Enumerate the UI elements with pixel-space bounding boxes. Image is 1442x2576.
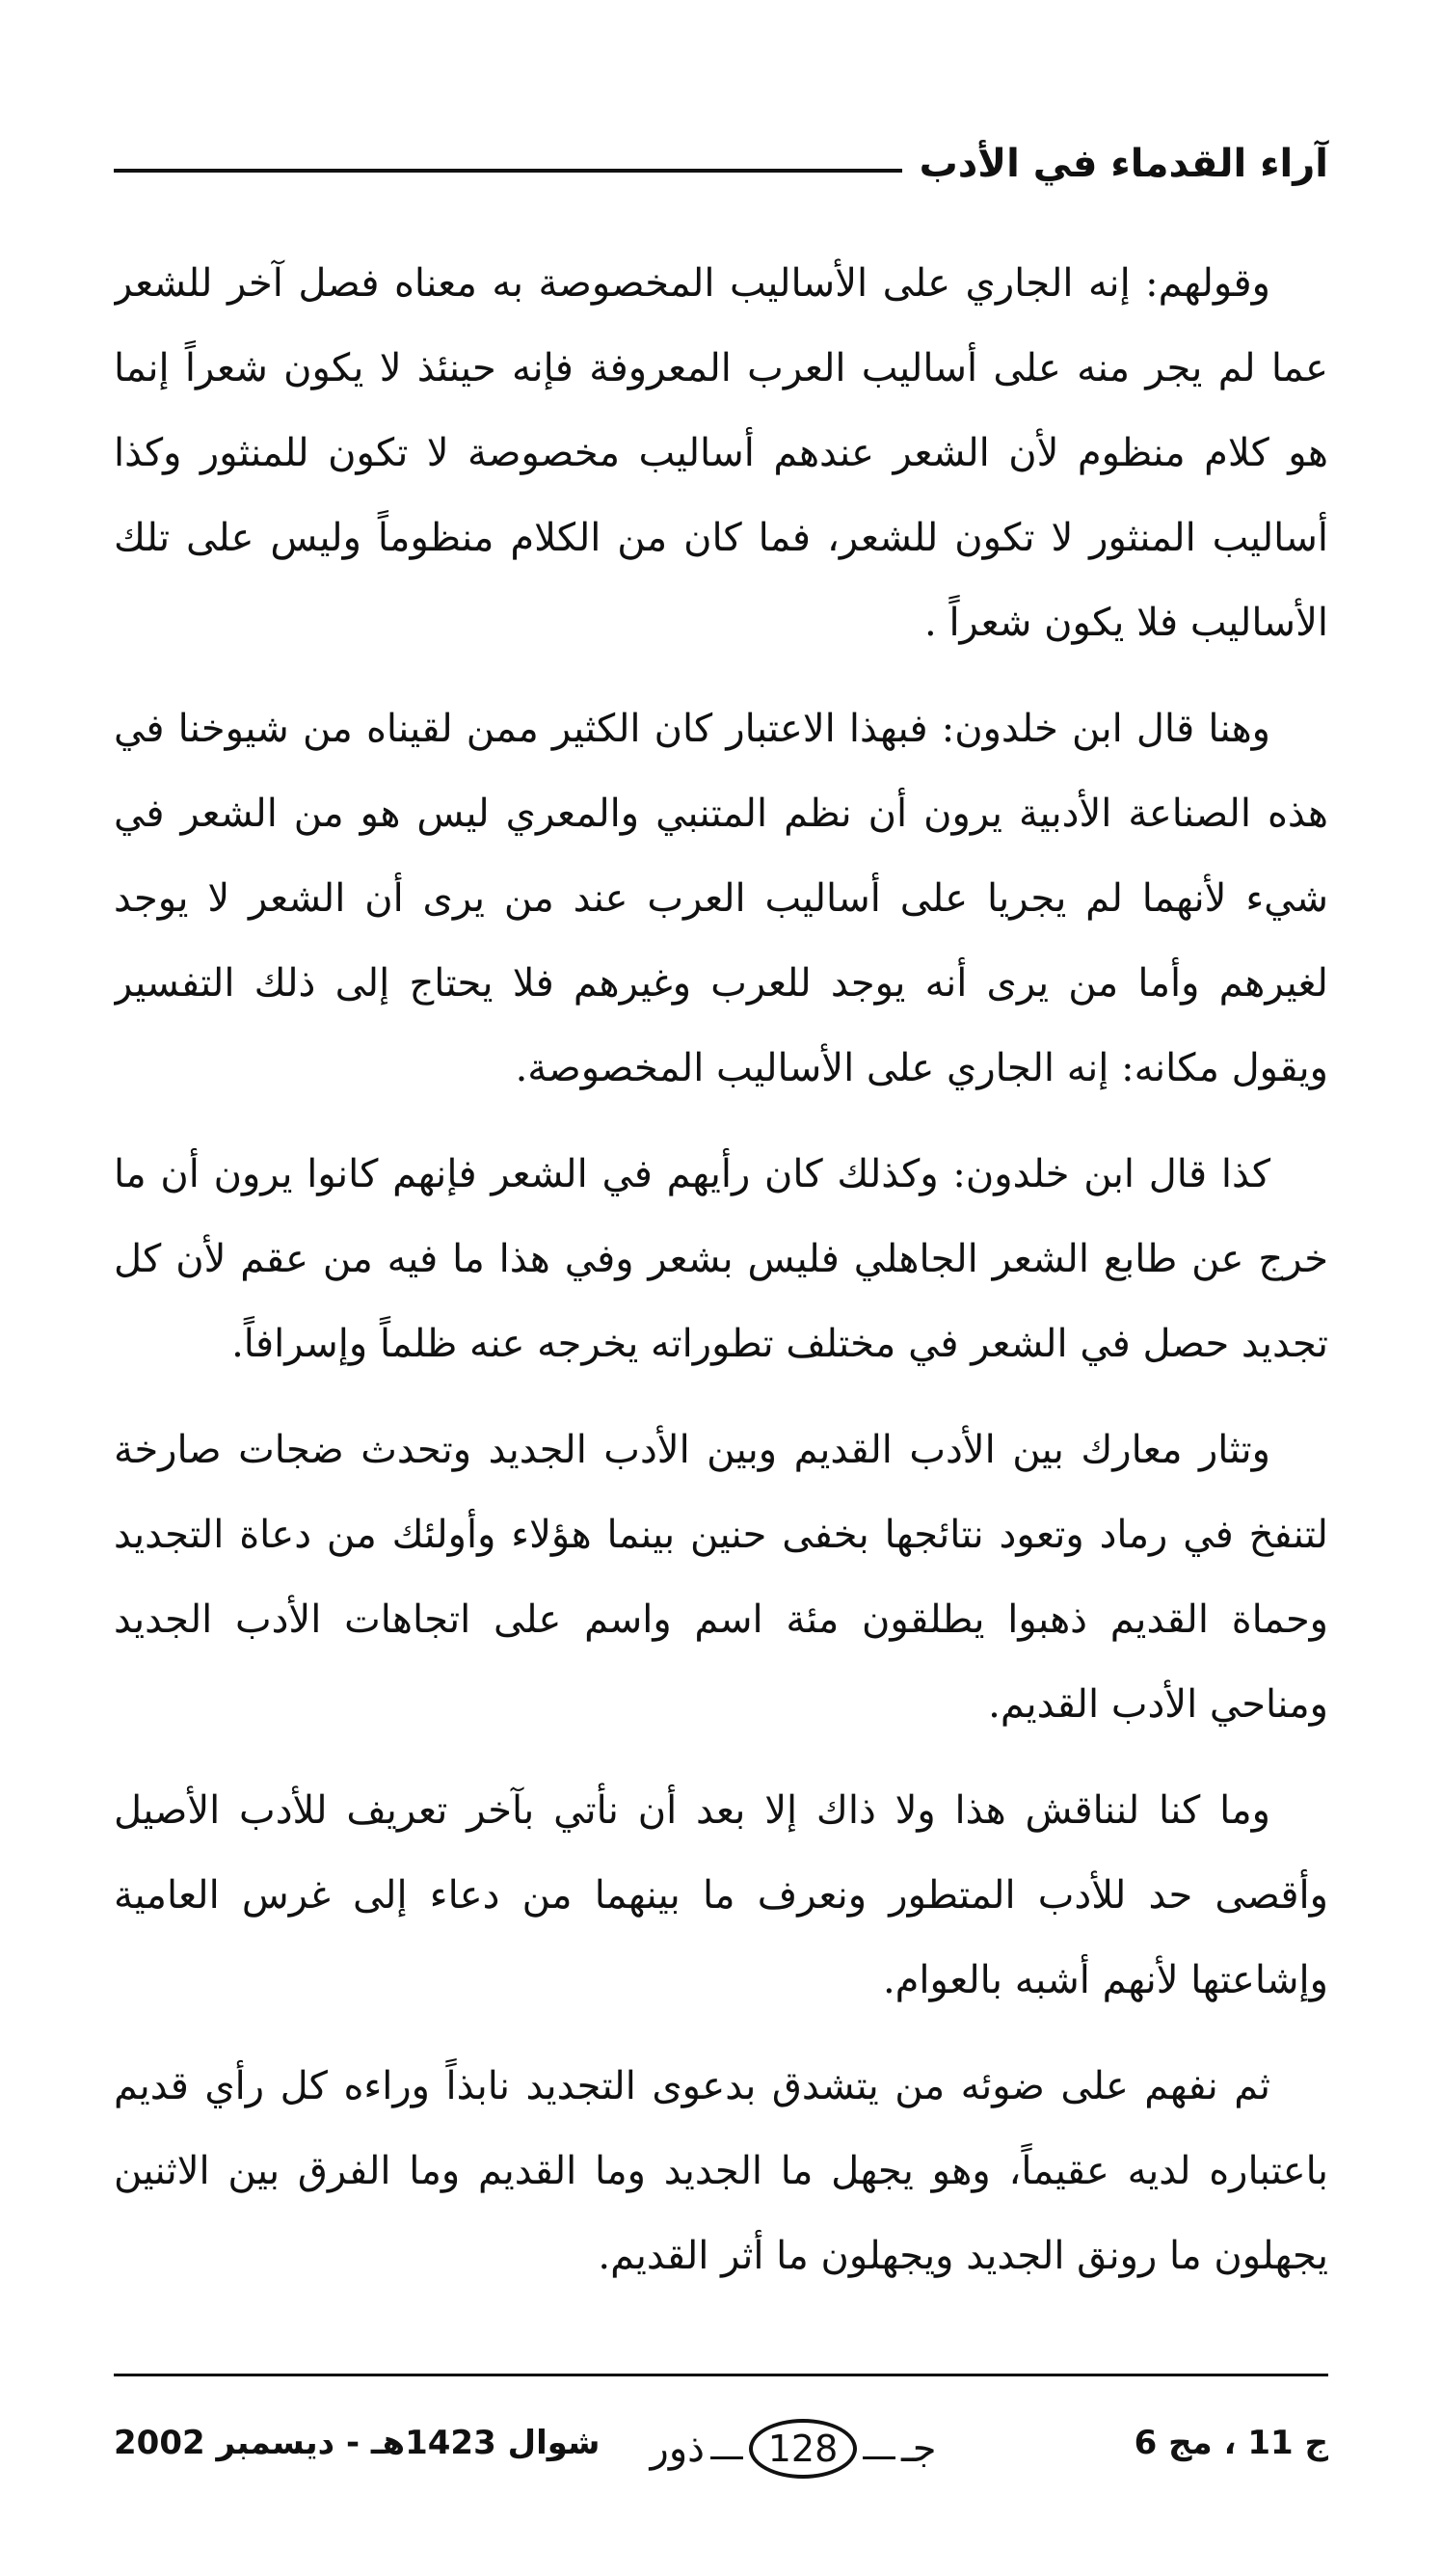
- page-footer: [114, 2410, 1328, 2487]
- publication-date: شوال 1423هـ - ديسمبر 2002: [114, 2424, 601, 2462]
- page: [114, 106, 1328, 2478]
- logo-stroke-right: [863, 2456, 895, 2459]
- running-header-title: آراء القدماء في الأدب: [919, 142, 1328, 186]
- logo-stroke-left: [710, 2456, 743, 2459]
- footer-rule: [114, 2374, 1328, 2376]
- logo-text-right: جـ: [901, 2427, 937, 2471]
- paragraph-4: وتثار معارك بين الأدب القديم وبين الأدب الجديد وتحدث ضجات صارخة لتنفخ في رماد وتعود نتائجها بخفى حنين بينما هؤلاء وأولئك من دعاة التجديد وحماة القديم ذهبوا يطلقون مئة اسم واسم على اتجاهات الأدب الجديد ومناحي الأدب القديم.: [114, 1428, 1328, 1727]
- issue-volume-label: ج 11 ، مج 6: [1134, 2424, 1328, 2462]
- paragraph-1: وقولهم: إنه الجاري على الأساليب المخصوصة به معناه فصل آخر للشعر عما لم يجر منه على أساليب العرب المعروفة فإنه حينئذ لا يكون شعراً إنما هو كلام منظوم لأن الشعر عندهم أساليب مخصوصة لا تكون للمنثور وكذا أساليب المنثور لا تكون للشعر، فما كان من الكلام منظوماً وليس على تلك الأساليب فلا يكون شعراً .: [114, 261, 1328, 645]
- logo-text-left: ذور: [650, 2427, 705, 2471]
- journal-logo: [634, 2410, 952, 2487]
- paragraph-2: وهنا قال ابن خلدون: فبهذا الاعتبار كان الكثير ممن لقيناه من شيوخنا في هذه الصناعة الأدبية يرون أن نظم المتنبي والمعري ليس هو من الشعر في شيء لأنهما لم يجريا على أساليب العرب عند من يرى أن الشعر لا يوجد لغيرهم وأما من يرى أنه يوجد للعرب وغيرهم فلا يحتاج إلى ذلك التفسير ويقول مكانه: إنه الجاري على الأساليب المخصوصة.: [114, 707, 1328, 1090]
- page-number: 128: [749, 2419, 857, 2479]
- article-body: [114, 241, 1328, 2372]
- paragraph-6: ثم نفهم على ضوئه من يتشدق بدعوى التجديد نابذاً وراءه كل رأي قديم باعتباره لديه عقيماً، وهو يجهل ما الجديد وما القديم وما الفرق بين الاثنين يجهلون ما رونق الجديد ويجهلون ما أثر القديم.: [114, 2064, 1328, 2278]
- paragraph-5: وما كنا لنناقش هذا ولا ذاك إلا بعد أن نأتي بآخر تعريف للأدب الأصيل وأقصى حد للأدب المتطور ونعرف ما بينهما من دعاء إلى غرس العامية وإشاعتها لأنهم أشبه بالعوام.: [114, 1788, 1328, 2002]
- header-rule: [114, 169, 902, 173]
- running-header: [114, 125, 1328, 202]
- paragraph-3: كذا قال ابن خلدون: وكذلك كان رأيهم في الشعر فإنهم كانوا يرون أن ما خرج عن طابع الشعر الجاهلي فليس بشعر وفي هذا ما فيه من عقم لأن كل تجديد حصل في الشعر في مختلف تطوراته يخرجه عنه ظلماً وإسرافاً.: [114, 1152, 1328, 1366]
